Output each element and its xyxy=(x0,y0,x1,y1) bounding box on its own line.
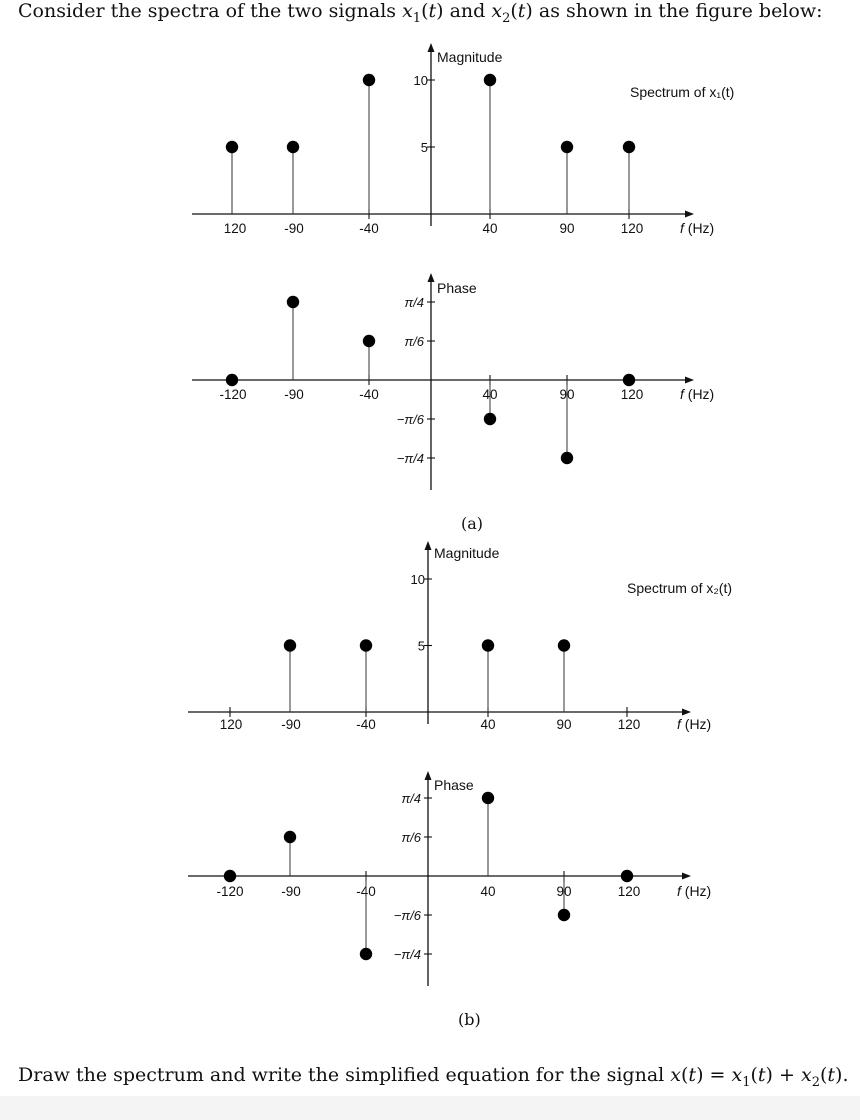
x2-magnitude-y-tick-label: 5 xyxy=(417,638,425,654)
x1-magnitude-stem-marker xyxy=(226,141,238,153)
x1-phase-y-tick-label: π/4 xyxy=(404,295,424,310)
x1-phase-ylabel: Phase xyxy=(437,280,477,296)
x1-magnitude-stem-marker xyxy=(623,141,635,153)
x2-phase-y-tick-label: −π/4 xyxy=(393,947,421,962)
x1-phase-x-tick-label: 90 xyxy=(559,387,575,402)
x2-phase-ylabel: Phase xyxy=(434,777,474,793)
x2-magnitude-stem-marker xyxy=(558,639,570,651)
x2-phase-x-tick-label: 90 xyxy=(556,884,572,899)
x2-magnitude-ylabel: Magnitude xyxy=(434,545,500,561)
x1-magnitude-stem-marker xyxy=(561,141,573,153)
x1-phase-y-tick-label: −π/6 xyxy=(396,412,424,427)
x1-magnitude-ylabel: Magnitude xyxy=(437,49,503,65)
x2-magnitude-y-axis-arrow xyxy=(425,541,432,550)
bottom-band xyxy=(0,1096,860,1120)
x1-phase-x-tick-label: -90 xyxy=(284,387,304,402)
x1-phase-x-tick-label: 120 xyxy=(620,387,644,402)
x2-phase-x-tick-label: 40 xyxy=(480,884,496,899)
x1-magnitude-y-tick-label: 5 xyxy=(420,140,428,155)
x2-magnitude-x-tick-label: -40 xyxy=(356,717,376,732)
x1-magnitude-x-tick-label: 120 xyxy=(223,221,247,236)
x2-phase-stem-marker xyxy=(224,870,236,882)
x1-phase-y-axis-arrow xyxy=(428,273,435,282)
x1-phase-y-tick-label: π/6 xyxy=(404,334,424,349)
x1-phase-stem-marker xyxy=(363,335,375,347)
x1-magnitude-x-tick-label: -90 xyxy=(284,221,304,236)
x2-phase-y-tick-label: π/6 xyxy=(401,830,421,845)
caption-a: (a) xyxy=(461,514,484,533)
caption-b: (b) xyxy=(458,1010,481,1029)
x1-phase-x-tick-label: -120 xyxy=(219,387,247,402)
x2-magnitude-x-tick-label: 90 xyxy=(556,717,572,732)
x1-magnitude-x-tick-label: 40 xyxy=(482,221,498,236)
x1-phase-x-axis-arrow xyxy=(685,377,694,384)
x2-magnitude-x-axis-arrow xyxy=(682,709,691,716)
x1-phase-x-tick-label: -40 xyxy=(359,387,379,402)
x2-phase-stem-marker xyxy=(558,909,570,921)
x2-phase-x-tick-label: -120 xyxy=(216,884,244,899)
x2-magnitude-title: Spectrum of x₂(t) xyxy=(627,580,733,596)
x2-phase-x-tick-label: -90 xyxy=(281,884,301,899)
problem-question: Draw the spectrum and write the simplified equation for the signal $x(t) = x_1(t) + x_2(t)$. xyxy=(18,1064,849,1090)
x1-phase-stem-marker xyxy=(623,374,635,386)
x2-phase-stem-marker xyxy=(621,870,633,882)
x1-magnitude-stem-marker xyxy=(484,74,496,86)
x2-phase-y-tick-label: π/4 xyxy=(401,791,421,806)
x1-magnitude-stem-marker xyxy=(363,74,375,86)
x2-magnitude-x-tick-label: -90 xyxy=(281,717,301,732)
x1-magnitude-x-tick-label: 120 xyxy=(620,221,644,236)
x1-phase-stem-marker xyxy=(484,413,496,425)
x2-phase-y-axis-arrow xyxy=(425,771,432,780)
x2-phase-x-axis-arrow xyxy=(682,873,691,880)
x2-magnitude-stem-marker xyxy=(482,639,494,651)
x1-magnitude-x-tick-label: 90 xyxy=(559,221,575,236)
x2-phase-stem-marker xyxy=(284,831,296,843)
x2-phase-x-tick-label: -40 xyxy=(356,884,376,899)
x2-magnitude-x-tick-label: 120 xyxy=(219,717,243,732)
x2-magnitude-stem-marker xyxy=(284,639,296,651)
x2-magnitude-xlabel: f (Hz) xyxy=(677,716,712,732)
x1-phase-stem-marker xyxy=(287,296,299,308)
x1-phase-y-tick-label: −π/4 xyxy=(396,451,424,466)
x1-phase-x-tick-label: 40 xyxy=(482,387,498,402)
problem-intro: Consider the spectra of the two signals $x_1(t)$ and $x_2(t)$ as shown in the figure below: xyxy=(18,0,823,26)
x2-phase-stem-marker xyxy=(360,948,372,960)
x2-phase-y-tick-label: −π/6 xyxy=(393,908,421,923)
x2-phase-stem-marker xyxy=(482,792,494,804)
x1-phase-xlabel: f (Hz) xyxy=(680,386,715,402)
x2-magnitude-x-tick-label: 40 xyxy=(480,717,496,732)
x2-magnitude-stem-marker xyxy=(360,639,372,651)
x2-phase-xlabel: f (Hz) xyxy=(677,883,712,899)
x2-magnitude-x-tick-label: 120 xyxy=(617,717,641,732)
x1-magnitude-x-tick-label: -40 xyxy=(359,221,379,236)
x1-magnitude-stem-marker xyxy=(287,141,299,153)
x2-phase-x-tick-label: 120 xyxy=(617,884,641,899)
x1-magnitude-y-axis-arrow xyxy=(428,43,435,52)
x1-magnitude-y-tick-label: 10 xyxy=(413,73,428,88)
x1-magnitude-x-axis-arrow xyxy=(685,211,694,218)
x1-phase-stem-marker xyxy=(226,374,238,386)
x1-magnitude-title: Spectrum of x₁(t) xyxy=(630,84,735,100)
x2-magnitude-y-tick-label: 10 xyxy=(410,572,425,587)
x1-phase-stem-marker xyxy=(561,452,573,464)
x1-magnitude-xlabel: f (Hz) xyxy=(680,220,715,236)
